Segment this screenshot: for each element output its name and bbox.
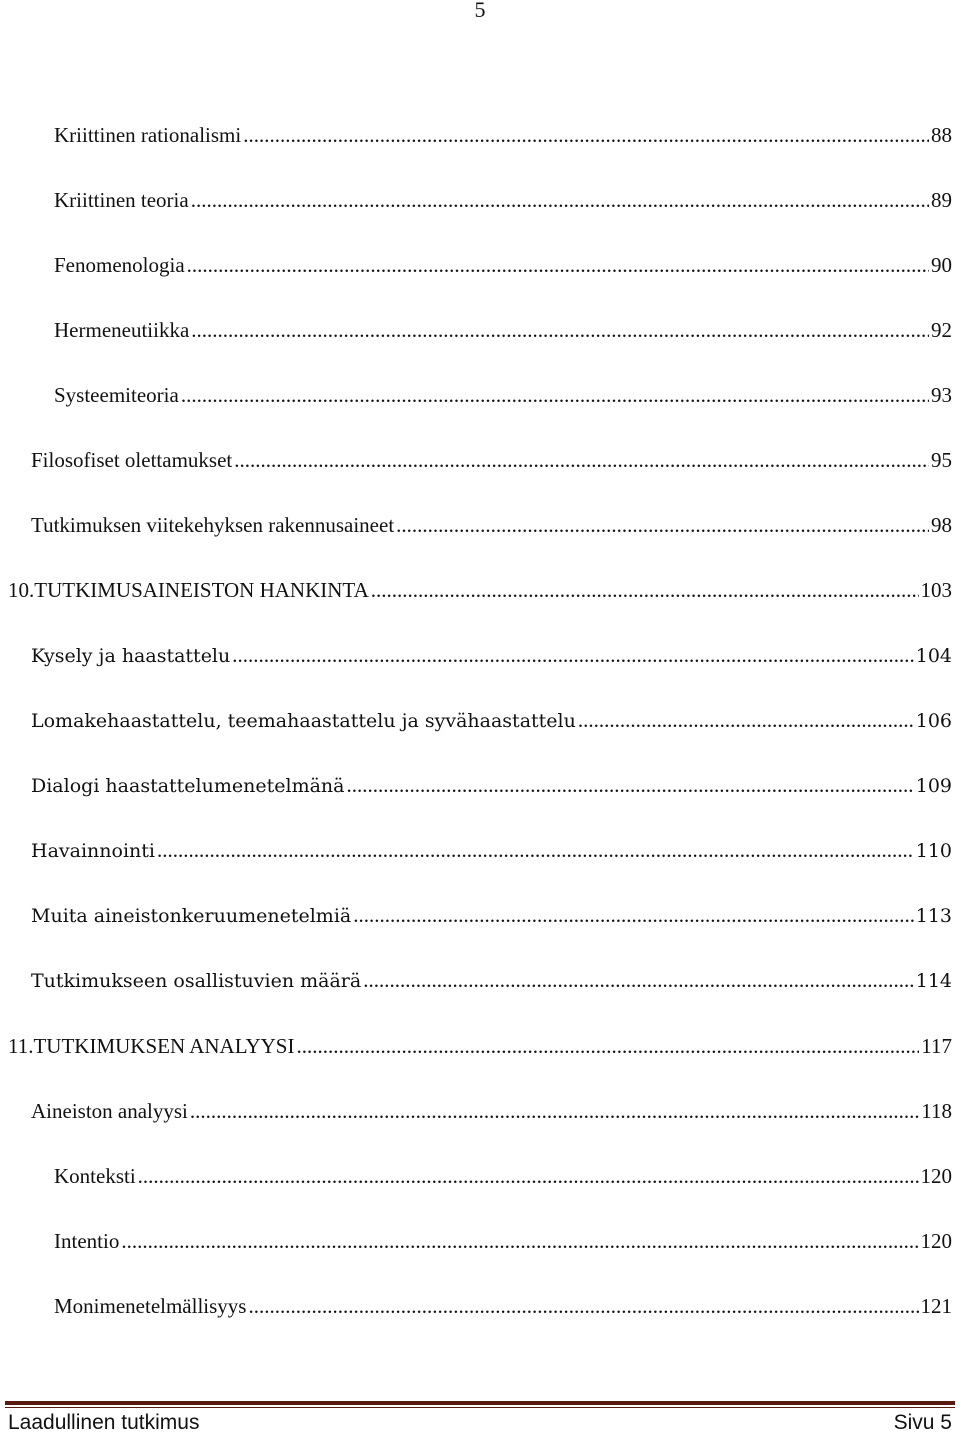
- toc-entry-page: 90: [931, 253, 952, 277]
- toc-entry-title: Filosofiset olettamukset: [31, 448, 233, 472]
- toc-row: [0, 1096, 960, 1126]
- toc-entry-link[interactable]: [31, 965, 952, 996]
- toc-entry-title: Dialogi haastattelumenetelmänä: [31, 775, 345, 797]
- toc-row: [0, 120, 960, 150]
- toc-entry-link[interactable]: [54, 185, 952, 215]
- toc-leader-dots: [234, 445, 929, 475]
- footer-page-label: Sivu 5: [893, 1411, 952, 1434]
- toc-leader-dots: [191, 185, 929, 215]
- toc-entry-page: 89: [931, 188, 952, 212]
- toc-leader-dots: [578, 705, 914, 735]
- toc-row: [0, 1226, 960, 1256]
- toc-entry-link[interactable]: [54, 315, 952, 345]
- toc-entry-title: Fenomenologia: [54, 253, 185, 277]
- toc-leader-dots: [243, 120, 929, 150]
- toc-entry-link[interactable]: [31, 445, 952, 475]
- toc-entry-page: 120: [920, 1164, 952, 1188]
- toc-chapter-number: 11.: [8, 1034, 34, 1058]
- toc-entry-page: 106: [915, 710, 952, 732]
- toc-entry-title: Aineiston analyysi: [31, 1099, 188, 1123]
- footer-document-title: Laadullinen tutkimus: [8, 1411, 200, 1434]
- toc-entry-title: Kriittinen teoria: [54, 188, 189, 212]
- toc-chapter-number: 10.: [8, 578, 35, 602]
- toc-leader-dots: [248, 1291, 918, 1321]
- toc-leader-dots: [191, 315, 929, 345]
- toc-leader-dots: [296, 1031, 919, 1061]
- page-footer: [8, 1410, 952, 1436]
- toc-entry-link[interactable]: [54, 1291, 952, 1321]
- toc-entry-title: Lomakehaastattelu, teemahaastattelu ja syvähaastattelu: [31, 710, 576, 732]
- toc-entry-link[interactable]: [31, 510, 952, 540]
- toc-entry-link[interactable]: [31, 770, 952, 801]
- toc-entry-title: Muita aineistonkeruumenetelmiä: [31, 905, 352, 927]
- toc-entry-link[interactable]: [31, 1096, 952, 1126]
- toc-entry-link[interactable]: [54, 380, 952, 410]
- toc-entry-link[interactable]: [54, 120, 952, 150]
- toc-entry-link[interactable]: [54, 1161, 952, 1191]
- toc-row: [0, 705, 960, 735]
- toc-row: [0, 445, 960, 475]
- toc-entry-page: 109: [915, 775, 952, 797]
- toc-leader-dots: [346, 770, 913, 800]
- toc-entry-page: 104: [915, 645, 952, 667]
- toc-entry-link[interactable]: [8, 575, 952, 605]
- toc-entry-link[interactable]: [31, 900, 952, 931]
- toc-leader-dots: [353, 900, 914, 930]
- toc-row: [0, 900, 960, 930]
- toc-entry-link[interactable]: [31, 640, 952, 671]
- toc-row: [0, 575, 960, 605]
- toc-entry-link[interactable]: [8, 1031, 952, 1061]
- toc-entry-title: Tutkimuksen viitekehyksen rakennusaineet: [31, 513, 395, 537]
- toc-row: [0, 1161, 960, 1191]
- toc-row: [0, 185, 960, 215]
- toc-entry-page: 103: [920, 578, 952, 602]
- toc-entry-link[interactable]: [31, 705, 952, 736]
- toc-leader-dots: [396, 510, 929, 540]
- toc-leader-dots: [181, 380, 929, 410]
- toc-entry-title: Konteksti: [54, 1164, 136, 1188]
- toc-row: [0, 835, 960, 865]
- toc-entry-page: 98: [931, 513, 952, 537]
- toc-entry-link[interactable]: [54, 250, 952, 280]
- toc-row: [0, 770, 960, 800]
- toc-entry-title: Hermeneutiikka: [54, 318, 190, 342]
- toc-row: [0, 380, 960, 410]
- toc-leader-dots: [190, 1096, 919, 1126]
- toc-leader-dots: [371, 575, 919, 605]
- toc-entry-title: Intentio: [54, 1229, 120, 1253]
- toc-leader-dots: [138, 1161, 919, 1191]
- toc-entry-page: 114: [915, 970, 952, 992]
- toc-entry-title: TUTKIMUSAINEISTON HANKINTA: [34, 578, 369, 602]
- toc-entry-page: 118: [921, 1099, 952, 1123]
- toc-entry-page: 121: [920, 1294, 952, 1318]
- toc-entry-page: 93: [931, 383, 952, 407]
- toc-entry-page: 120: [920, 1229, 952, 1253]
- toc-entry-title: Kysely ja haastattelu: [31, 645, 231, 667]
- toc-row: [0, 1031, 960, 1061]
- toc-leader-dots: [157, 835, 914, 865]
- toc-entry-link[interactable]: [54, 1226, 952, 1256]
- toc-entry-page: 110: [915, 840, 952, 862]
- toc-entry-title: Kriittinen rationalismi: [54, 123, 242, 147]
- toc-entry-title: Tutkimukseen osallistuvien määrä: [31, 970, 362, 992]
- toc-leader-dots: [187, 250, 929, 280]
- toc-entry-title: Monimenetelmällisyys: [54, 1294, 247, 1318]
- toc-leader-dots: [232, 640, 913, 670]
- toc-row: [0, 640, 960, 670]
- page-number: 5: [474, 0, 486, 22]
- footer-rule-thin: [5, 1407, 955, 1408]
- toc-entry-page: 88: [931, 123, 952, 147]
- toc-row: [0, 510, 960, 540]
- toc-entry-link[interactable]: [31, 835, 952, 866]
- toc-entry-page: 113: [915, 905, 952, 927]
- toc-entry-title: Havainnointi: [31, 840, 155, 862]
- toc-entry-title: Systeemiteoria: [54, 383, 179, 407]
- toc-entry-page: 92: [931, 318, 952, 342]
- toc-row: [0, 250, 960, 280]
- footer-rule-thick: [5, 1401, 955, 1405]
- toc-entry-page: 117: [921, 1034, 952, 1058]
- toc-row: [0, 965, 960, 995]
- toc-entry-title: TUTKIMUKSEN ANALYYSI: [33, 1034, 295, 1058]
- toc-entry-page: 95: [931, 448, 952, 472]
- toc-leader-dots: [121, 1226, 918, 1256]
- toc-leader-dots: [363, 965, 914, 995]
- toc-row: [0, 1291, 960, 1321]
- toc-row: [0, 315, 960, 345]
